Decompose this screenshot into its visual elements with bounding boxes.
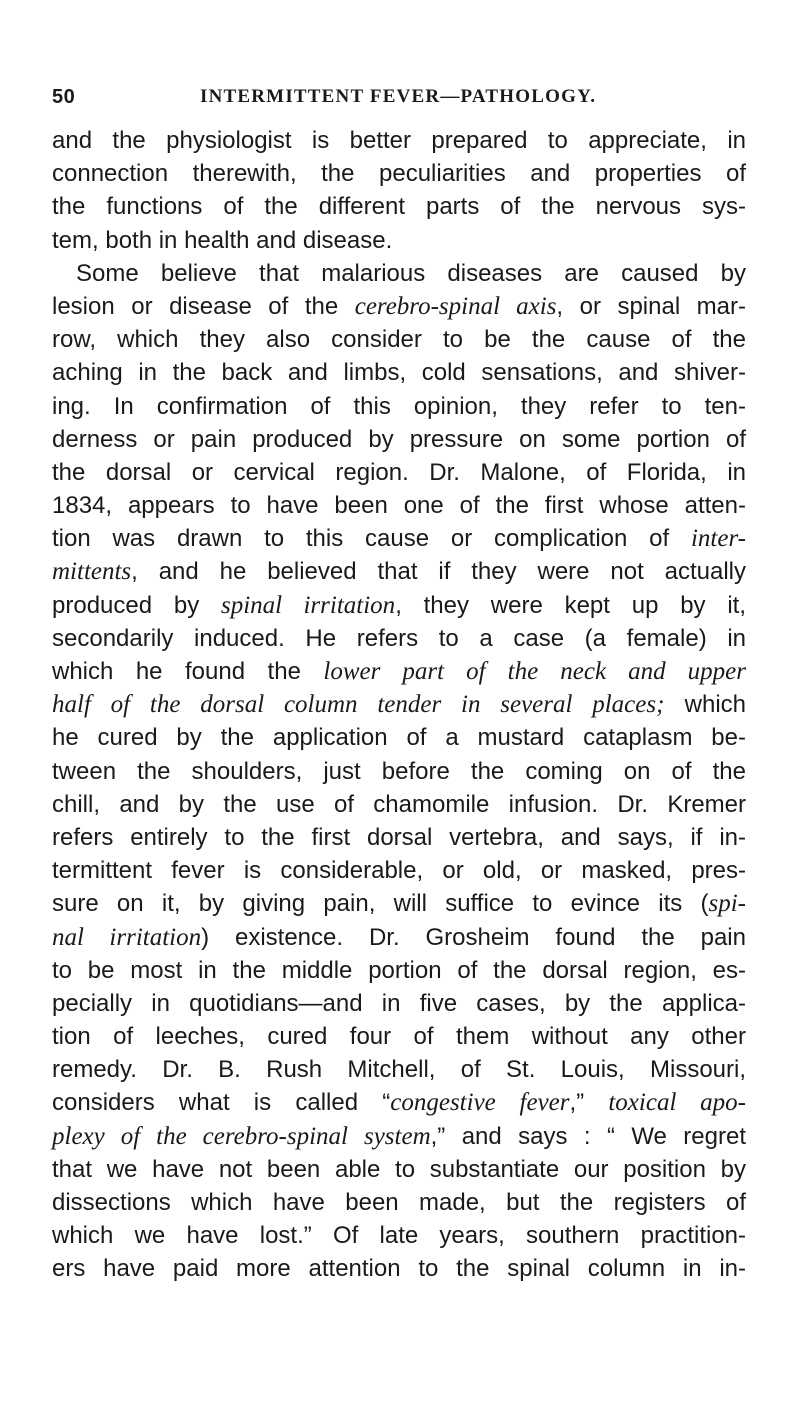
text-segment: dissections which have been made, but the registers of	[52, 1189, 746, 1216]
text-segment: sure on it, by giving pain, will suffice to evince its (	[52, 890, 709, 918]
italic-text: cerebro-spinal axis	[354, 292, 557, 320]
text-segment: tion was drawn to this cause or complication of	[52, 525, 691, 553]
text-segment: which	[664, 691, 747, 719]
text-segment: , they were kept up by it,	[395, 591, 747, 619]
text-segment: , or spinal mar-	[556, 292, 746, 320]
text-segment: produced by	[52, 591, 221, 619]
text-line	[52, 555, 746, 588]
text-segment: termittent fever is considerable, or old, or masked, pres-	[52, 857, 746, 885]
body-text	[52, 124, 746, 1286]
text-line	[52, 987, 746, 1020]
italic-text: lower part of the neck and upper	[323, 658, 746, 685]
italic-text: nal irritation	[52, 923, 202, 951]
italic-text: mittents	[52, 558, 132, 586]
text-segment: he cured by the application of a mustard cataplasm be-	[52, 724, 746, 752]
text-line	[52, 921, 746, 954]
text-line	[52, 1252, 746, 1285]
text-segment: ,” and says : “ We regret	[430, 1122, 746, 1150]
text-segment: aching in the back and limbs, cold sensations, and shiver-	[52, 359, 746, 387]
text-line	[52, 390, 746, 423]
text-segment: ,”	[569, 1089, 609, 1117]
text-segment: ) existence. Dr. Grosheim found the pain	[201, 923, 746, 951]
text-segment: the functions of the different parts of the nervous sys-	[52, 193, 746, 221]
running-head-title: INTERMITTENT FEVER—PATHOLOGY.	[200, 86, 597, 107]
text-segment: that we have not been able to substantiate our position by	[52, 1155, 746, 1183]
text-segment: and the physiologist is better prepared to appreciate, in	[52, 127, 746, 154]
italic-text: spi-	[708, 890, 746, 918]
text-line	[52, 1020, 746, 1053]
text-line	[52, 257, 746, 290]
text-line	[52, 224, 746, 257]
text-line	[52, 589, 746, 622]
text-line	[52, 323, 746, 356]
text-line	[52, 688, 746, 721]
text-line	[52, 1086, 746, 1119]
text-line	[52, 721, 746, 754]
text-segment: 1834, appears to have been one of the first whose atten-	[52, 492, 746, 520]
text-segment: secondarily induced. He refers to a case (a female) in	[52, 624, 746, 652]
text-line	[52, 522, 746, 555]
text-segment: refers entirely to the first dorsal vertebra, and says, if in-	[52, 823, 746, 851]
text-segment: remedy. Dr. B. Rush Mitchell, of St. Louis, Missouri,	[52, 1056, 746, 1084]
text-segment: ers have paid more attention to the spinal column in in-	[52, 1255, 746, 1283]
text-line	[52, 1153, 746, 1186]
text-segment: ing. In confirmation of this opinion, they refer to ten-	[52, 392, 746, 420]
italic-text: toxical apo-	[608, 1089, 746, 1117]
text-segment: the dorsal or cervical region. Dr. Malone, of Florida, in	[52, 458, 746, 486]
text-line	[52, 1219, 746, 1252]
italic-text: inter-	[690, 525, 746, 553]
text-segment: which he found the	[52, 658, 324, 685]
text-line	[52, 821, 746, 854]
italic-text: plexy of the cerebro-spinal system	[52, 1122, 431, 1150]
text-line	[52, 954, 746, 987]
running-header	[52, 86, 746, 114]
text-line	[52, 1120, 746, 1153]
text-segment: Some believe that malarious diseases are caused by	[76, 259, 746, 287]
text-line	[52, 655, 746, 688]
text-line	[52, 423, 746, 456]
text-line	[52, 1186, 746, 1219]
text-segment: to be most in the middle portion of the dorsal region, es-	[52, 956, 746, 984]
italic-text: spinal irritation	[221, 591, 396, 619]
text-line	[52, 456, 746, 489]
text-line	[52, 356, 746, 389]
text-segment: tem, both in health and disease.	[52, 226, 393, 254]
text-line	[52, 157, 746, 190]
text-segment: considers what is called “	[52, 1089, 391, 1117]
text-line	[52, 887, 746, 920]
text-segment: pecially in quotidians—and in five cases, by the applica-	[52, 989, 746, 1017]
text-segment: which we have lost.” Of late years, southern practition-	[52, 1222, 746, 1250]
text-line	[52, 124, 746, 157]
italic-text: half of the dorsal column tender in several places;	[52, 691, 665, 719]
text-segment: connection therewith, the peculiarities and properties of	[52, 160, 746, 188]
text-line	[52, 788, 746, 821]
text-line	[52, 1053, 746, 1086]
text-segment: row, which they also consider to be the cause of the	[52, 326, 746, 354]
text-segment: tion of leeches, cured four of them without any other	[52, 1023, 746, 1051]
text-segment: tween the shoulders, just before the coming on of the	[52, 757, 746, 785]
text-line	[52, 854, 746, 887]
text-segment: lesion or disease of the	[52, 292, 355, 320]
text-line	[52, 290, 746, 323]
text-line	[52, 622, 746, 655]
text-line	[52, 489, 746, 522]
italic-text: congestive fever	[390, 1089, 570, 1117]
text-line	[52, 190, 746, 223]
text-segment: derness or pain produced by pressure on some portion of	[52, 425, 746, 453]
text-segment: chill, and by the use of chamomile infusion. Dr. Kremer	[52, 790, 746, 818]
text-line	[52, 755, 746, 788]
page-number: 50	[52, 86, 76, 108]
text-segment: , and he believed that if they were not actually	[131, 558, 746, 586]
